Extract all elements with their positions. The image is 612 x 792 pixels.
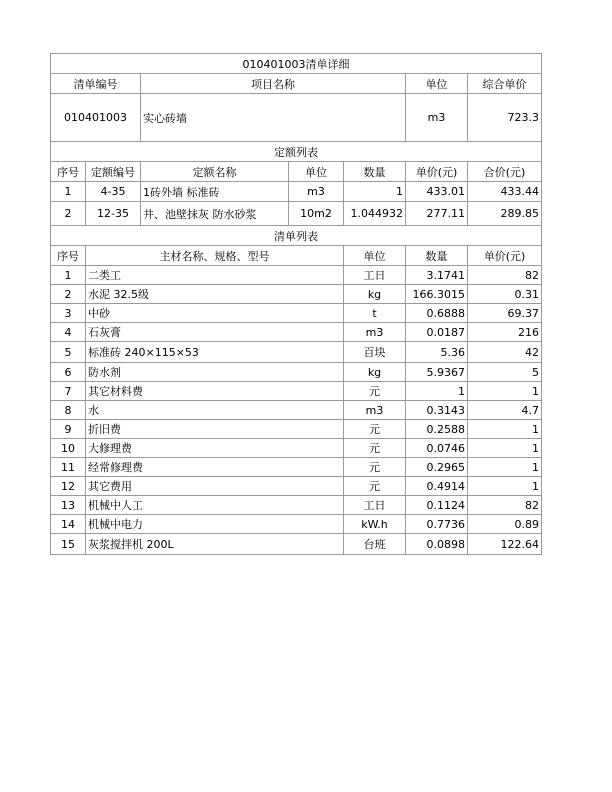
material-cell-unit: kW.h bbox=[344, 515, 406, 534]
material-cell-quantity: 5.9367 bbox=[406, 363, 468, 382]
material-cell-quantity: 0.7736 bbox=[406, 515, 468, 534]
material-row bbox=[51, 342, 542, 363]
material-cell-index: 1 bbox=[51, 266, 86, 285]
material-cell-unit: 元 bbox=[344, 477, 406, 496]
quota-row bbox=[51, 182, 542, 202]
quota-header-cell: 序号 bbox=[51, 162, 86, 182]
material-cell-name: 二类工 bbox=[86, 266, 344, 285]
material-cell-unit-price: 1 bbox=[468, 382, 542, 401]
material-row bbox=[51, 285, 542, 304]
bill-detail-table bbox=[50, 53, 542, 555]
material-cell-unit-price: 1 bbox=[468, 458, 542, 477]
material-cell-unit: 工日 bbox=[344, 496, 406, 515]
material-cell-quantity: 0.0898 bbox=[406, 534, 468, 555]
quota-cell-total: 289.85 bbox=[468, 202, 542, 226]
material-cell-index: 2 bbox=[51, 285, 86, 304]
material-cell-unit: 元 bbox=[344, 382, 406, 401]
item-name: 实心砖墙 bbox=[141, 94, 406, 142]
material-row bbox=[51, 496, 542, 515]
material-cell-name: 防水剂 bbox=[86, 363, 344, 382]
material-cell-unit: 元 bbox=[344, 458, 406, 477]
material-cell-unit: 百块 bbox=[344, 342, 406, 363]
material-cell-index: 7 bbox=[51, 382, 86, 401]
material-cell-index: 13 bbox=[51, 496, 86, 515]
material-cell-name: 灰浆搅拌机 200L bbox=[86, 534, 344, 555]
material-cell-name: 中砂 bbox=[86, 304, 344, 323]
quota-cell-unit-price: 433.01 bbox=[406, 182, 468, 202]
material-header-cell: 单价(元) bbox=[468, 246, 542, 266]
quota-cell-name: 井、池壁抹灰 防水砂浆 bbox=[141, 202, 289, 226]
material-cell-index: 3 bbox=[51, 304, 86, 323]
material-cell-unit-price: 5 bbox=[468, 363, 542, 382]
material-cell-name: 大修理费 bbox=[86, 439, 344, 458]
material-cell-quantity: 0.4914 bbox=[406, 477, 468, 496]
item-unit: m3 bbox=[406, 94, 468, 142]
material-row bbox=[51, 266, 542, 285]
material-row bbox=[51, 477, 542, 496]
material-cell-unit-price: 0.31 bbox=[468, 285, 542, 304]
material-cell-index: 12 bbox=[51, 477, 86, 496]
material-cell-index: 10 bbox=[51, 439, 86, 458]
material-cell-unit-price: 82 bbox=[468, 266, 542, 285]
quota-cell-quantity: 1 bbox=[344, 182, 406, 202]
item-header-row bbox=[51, 74, 542, 94]
material-cell-unit-price: 82 bbox=[468, 496, 542, 515]
material-cell-index: 8 bbox=[51, 401, 86, 420]
material-cell-name: 其它材料费 bbox=[86, 382, 344, 401]
material-cell-quantity: 0.3143 bbox=[406, 401, 468, 420]
quota-cell-total: 433.44 bbox=[468, 182, 542, 202]
material-cell-quantity: 1 bbox=[406, 382, 468, 401]
material-cell-name: 经常修理费 bbox=[86, 458, 344, 477]
quota-cell-unit: 10m2 bbox=[289, 202, 344, 226]
material-cell-name: 其它费用 bbox=[86, 477, 344, 496]
material-header-cell: 序号 bbox=[51, 246, 86, 266]
material-cell-unit: 台班 bbox=[344, 534, 406, 555]
material-cell-unit-price: 122.64 bbox=[468, 534, 542, 555]
material-cell-unit-price: 1 bbox=[468, 420, 542, 439]
quota-header-cell: 单价(元) bbox=[406, 162, 468, 182]
material-cell-unit: t bbox=[344, 304, 406, 323]
quota-cell-unit: m3 bbox=[289, 182, 344, 202]
material-cell-index: 6 bbox=[51, 363, 86, 382]
material-cell-quantity: 3.1741 bbox=[406, 266, 468, 285]
material-row bbox=[51, 323, 542, 342]
material-cell-index: 11 bbox=[51, 458, 86, 477]
material-header-cell: 单位 bbox=[344, 246, 406, 266]
page-title: 010401003清单详细 bbox=[51, 54, 542, 74]
material-row bbox=[51, 420, 542, 439]
material-row bbox=[51, 515, 542, 534]
title-row bbox=[51, 54, 542, 74]
material-row bbox=[51, 401, 542, 420]
price-header: 综合单价 bbox=[468, 74, 542, 94]
material-cell-index: 15 bbox=[51, 534, 86, 555]
material-cell-quantity: 5.36 bbox=[406, 342, 468, 363]
quota-cell-code: 12-35 bbox=[86, 202, 141, 226]
material-cell-quantity: 0.6888 bbox=[406, 304, 468, 323]
code-header: 清单编号 bbox=[51, 74, 141, 94]
table-body bbox=[51, 54, 542, 555]
material-cell-unit-price: 0.89 bbox=[468, 515, 542, 534]
material-cell-index: 14 bbox=[51, 515, 86, 534]
material-row bbox=[51, 382, 542, 401]
quota-cell-quantity: 1.044932 bbox=[344, 202, 406, 226]
material-row bbox=[51, 458, 542, 477]
material-cell-unit: 元 bbox=[344, 439, 406, 458]
material-row bbox=[51, 304, 542, 323]
quota-header-cell: 定额名称 bbox=[141, 162, 289, 182]
material-row bbox=[51, 363, 542, 382]
material-cell-index: 9 bbox=[51, 420, 86, 439]
material-cell-unit-price: 1 bbox=[468, 477, 542, 496]
item-code: 010401003 bbox=[51, 94, 141, 142]
material-cell-quantity: 166.3015 bbox=[406, 285, 468, 304]
material-cell-quantity: 0.2965 bbox=[406, 458, 468, 477]
unit-header: 单位 bbox=[406, 74, 468, 94]
quota-header-row bbox=[51, 162, 542, 182]
quota-cell-index: 2 bbox=[51, 202, 86, 226]
material-cell-unit-price: 1 bbox=[468, 439, 542, 458]
quota-cell-name: 1砖外墙 标准砖 bbox=[141, 182, 289, 202]
material-cell-name: 折旧费 bbox=[86, 420, 344, 439]
material-row bbox=[51, 534, 542, 555]
material-header-cell: 数量 bbox=[406, 246, 468, 266]
material-cell-unit: 工日 bbox=[344, 266, 406, 285]
name-header: 项目名称 bbox=[141, 74, 406, 94]
material-cell-unit: m3 bbox=[344, 401, 406, 420]
quota-cell-index: 1 bbox=[51, 182, 86, 202]
material-cell-unit: kg bbox=[344, 363, 406, 382]
material-cell-quantity: 0.1124 bbox=[406, 496, 468, 515]
quota-section-title: 定额列表 bbox=[51, 142, 542, 162]
quota-header-cell: 数量 bbox=[344, 162, 406, 182]
material-cell-unit: 元 bbox=[344, 420, 406, 439]
material-cell-quantity: 0.2588 bbox=[406, 420, 468, 439]
material-cell-unit-price: 42 bbox=[468, 342, 542, 363]
material-cell-unit-price: 216 bbox=[468, 323, 542, 342]
material-cell-unit-price: 69.37 bbox=[468, 304, 542, 323]
material-cell-name: 机械中人工 bbox=[86, 496, 344, 515]
material-cell-name: 石灰膏 bbox=[86, 323, 344, 342]
material-row bbox=[51, 439, 542, 458]
material-section-title: 清单列表 bbox=[51, 226, 542, 246]
material-cell-index: 5 bbox=[51, 342, 86, 363]
material-cell-name: 机械中电力 bbox=[86, 515, 344, 534]
material-header-cell: 主材名称、规格、型号 bbox=[86, 246, 344, 266]
item-price: 723.3 bbox=[468, 94, 542, 142]
quota-row bbox=[51, 202, 542, 226]
quota-header-cell: 合价(元) bbox=[468, 162, 542, 182]
material-cell-name: 水泥 32.5级 bbox=[86, 285, 344, 304]
material-cell-unit-price: 4.7 bbox=[468, 401, 542, 420]
quota-header-cell: 定额编号 bbox=[86, 162, 141, 182]
item-row bbox=[51, 94, 542, 142]
quota-cell-code: 4-35 bbox=[86, 182, 141, 202]
quota-header-cell: 单位 bbox=[289, 162, 344, 182]
material-cell-unit: m3 bbox=[344, 323, 406, 342]
quota-section-title-row bbox=[51, 142, 542, 162]
material-section-title-row bbox=[51, 226, 542, 246]
material-cell-name: 水 bbox=[86, 401, 344, 420]
material-cell-quantity: 0.0746 bbox=[406, 439, 468, 458]
material-cell-name: 标准砖 240×115×53 bbox=[86, 342, 344, 363]
material-cell-quantity: 0.0187 bbox=[406, 323, 468, 342]
quota-cell-unit-price: 277.11 bbox=[406, 202, 468, 226]
material-header-row bbox=[51, 246, 542, 266]
material-cell-index: 4 bbox=[51, 323, 86, 342]
material-cell-unit: kg bbox=[344, 285, 406, 304]
